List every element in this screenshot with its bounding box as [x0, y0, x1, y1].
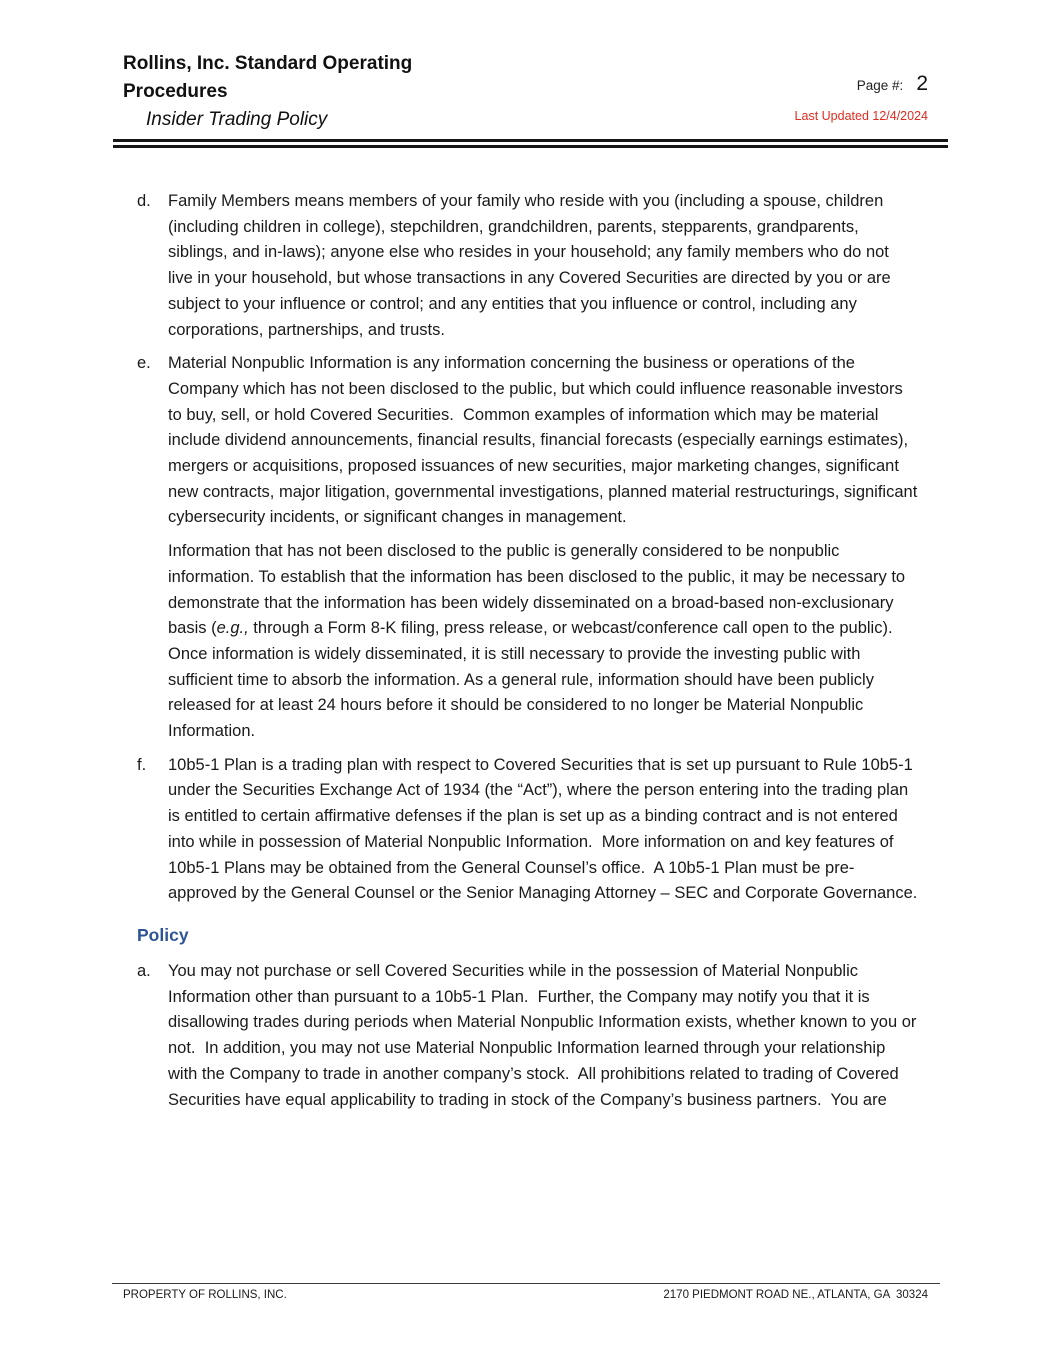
header-meta [795, 72, 928, 123]
document-subtitle: Insider Trading Policy [146, 109, 328, 130]
list-marker-a: a. [137, 961, 151, 980]
list-item-a [137, 959, 921, 1113]
list-marker-f: f. [137, 755, 147, 774]
list-item-f-text: 10b5-1 Plan is a trading plan with respect to Covered Securities that is set up pursuant to Rule 10b5-1 under the Securities Exchange Act of 1934 (the “Act”), where the person entering into the trading plan is entitled to certain affirmative defenses if the plan is set up as a binding contract and is not entered into while in possession of Material Nonpublic Information. More information on and key features of 10b5-1 Plans may be obtained from the General Counsel’s office. A 10b5-1 Plan must be pre-approved by the General Counsel or the Senior Managing Attorney – SEC and Corporate Governance. [168, 755, 918, 903]
document-header [123, 50, 475, 131]
last-updated-text: Last Updated 12/4/2024 [794, 109, 928, 123]
list-item-f [137, 753, 918, 907]
footer-address-text: 2170 PIEDMONT ROAD NE., ATLANTA, GA 30324 [663, 1289, 928, 1301]
list-item-a-text: You may not purchase or sell Covered Securities while in the possession of Material Nonpublic Information other than pursuant to a 10b5-1 Plan. Further, the Company may notify you that it is disallowing trades during periods when Material Nonpublic Information exists, whether known to you or not. In addition, you may not use Material Nonpublic Information learned through your relationship with the Company to trade in another company’s stock. All prohibitions related to trading of Covered Securities have equal applicability to trading in stock of the Company’s business partners. You are [168, 961, 921, 1109]
list-item-e-text: Material Nonpublic Information is any information concerning the business or operations of the Company which has not been disclosed to the public, but which could influence reasonable investors to buy, sell, or hold Covered Securities. Common examples of information which may be material include dividend announcements, financial results, financial forecasts (especially earnings estimates), mergers or acquisitions, proposed issuances of new securities, major marketing changes, significant new contracts, major litigation, governmental investigations, planned material restructurings, significant cybersecurity incidents, or significant changes in management. [168, 354, 922, 527]
page-number-value: 2 [916, 72, 928, 95]
page-number-label: Page #: [856, 78, 904, 93]
list-item-d [137, 189, 918, 343]
list-item-e [137, 351, 922, 531]
list-marker-d: d. [137, 192, 151, 210]
list-marker-e: e. [137, 354, 151, 373]
footer-property-text: PROPERTY OF ROLLINS, INC. [123, 1289, 287, 1301]
document-body [137, 189, 922, 1121]
section-heading-policy: Policy [137, 924, 189, 945]
list-item-e-continuation-text: Information that has not been disclosed to the public is generally considered to be nonpublic information. To establish that the information has been disclosed to the public, it may be necessary to demonstrate that the information has been widely disseminated on a broad-based non-exclusionary basis (e.g., through a Form 8-K filing, press release, or webcast/conference call open to the public). Once information is widely disseminated, it is still necessary to provide the investing public with sufficient time to absorb the information. As a general rule, information should have been publicly released for at least 24 hours before it should be considered to no longer be Material Nonpublic Information. [168, 542, 910, 741]
footer-divider [112, 1283, 940, 1284]
list-item-e-continuation [137, 539, 918, 745]
header-divider [113, 139, 948, 148]
page-title: Rollins, Inc. Standard Operating Procedures [123, 53, 413, 102]
page-number-row [795, 72, 928, 96]
list-item-d-text: Family Members means members of your family who reside with you (including a spouse, children (including children in college), stepchildren, grandchildren, parents, stepparents, grandparents, siblings, and in-laws); anyone else who resides in your household; any family members who do not live in your household, but whose transactions in any Covered Securities are directed by you or are subject to your influence or control; and any entities that you influence or control, including any corporations, partnerships, and trusts. [168, 192, 896, 339]
document-footer [123, 1289, 928, 1301]
list-marker-spacer [137, 539, 168, 745]
